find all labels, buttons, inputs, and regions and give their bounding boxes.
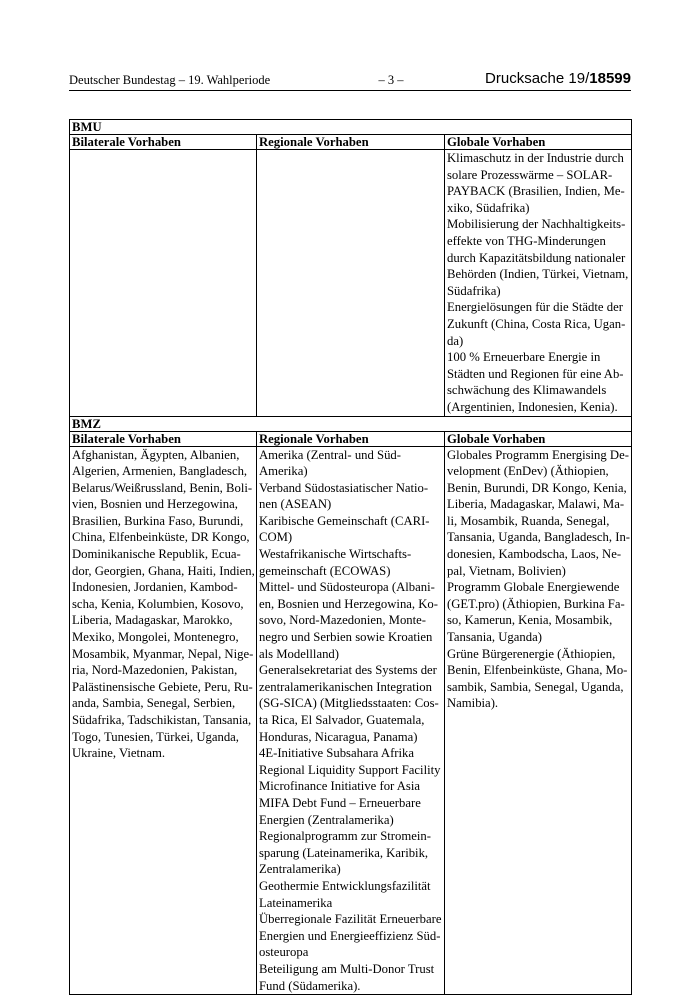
cell-text-line: (Argentinien, Indonesien, Kenia). xyxy=(447,399,618,414)
col-header-regional: Regionale Vorhaben xyxy=(257,135,445,150)
cell-text-line: Amerika (Zentral- und Süd- xyxy=(259,447,401,462)
document-label: Drucksache xyxy=(485,70,569,87)
cell-text-line: negro und Serbien sowie Kroatien xyxy=(259,630,433,645)
cell-text-line: scha, Kenia, Kolumbien, Kosovo, xyxy=(72,596,244,611)
cell-text-line: effekte von THG-Minderungen xyxy=(447,233,606,248)
cell-text-line: Mexiko, Mongolei, Montenegro, xyxy=(72,630,239,645)
cell-text-line: Globales Programm Energising De- xyxy=(447,447,629,462)
cell-text-line: 4E-Initiative Subsahara Afrika xyxy=(259,746,415,761)
bmz-global-cell xyxy=(445,446,632,995)
cell-text-line: Afghanistan, Ägypten, Albanien, xyxy=(72,447,240,462)
cell-text-line: Generalsekretariat des Systems der xyxy=(259,663,437,678)
cell-text-line: Energielösungen für die Städte der xyxy=(447,300,623,315)
header-row-bmz xyxy=(70,431,632,446)
document-number-b: 18599 xyxy=(589,70,631,87)
cell-text-line: en, Bosnien und Herzegowina, Ko- xyxy=(259,596,438,611)
cell-text-line: Verband Südostasiatischer Natio- xyxy=(259,480,429,495)
cell-text-line: Mittel- und Südosteuropa (Albani- xyxy=(259,580,435,595)
cell-text-line: Regionalprogramm zur Stromein- xyxy=(259,829,431,844)
cell-text-line: Behörden (Indien, Türkei, Vietnam, xyxy=(447,267,629,282)
table-row xyxy=(70,446,632,995)
cell-text-line: sparung (Lateinamerika, Karibik, xyxy=(259,845,429,860)
cell-text-line: Palästinensische Gebiete, Peru, Ru- xyxy=(72,679,253,694)
cell-text-line: vien, Bosnien und Herzegowina, xyxy=(72,497,238,512)
col-header-regional: Regionale Vorhaben xyxy=(257,431,445,446)
cell-text-line: pal, Vietnam, Bolivien) xyxy=(447,563,566,578)
document-number xyxy=(485,70,631,87)
cell-text-line: gemeinschaft (ECOWAS) xyxy=(259,563,391,578)
header-row-bmu xyxy=(70,135,632,150)
cell-text-line: Ukraine, Vietnam. xyxy=(72,746,166,761)
cell-text-line: sambik, Sambia, Senegal, Uganda, xyxy=(447,679,624,694)
cell-text-line: Regional Liquidity Support Facility xyxy=(259,762,441,777)
cell-text-line: Lateinamerika xyxy=(259,895,333,910)
cell-text-line: sovo, Nord-Mazedonien, Monte- xyxy=(259,613,427,628)
cell-text-line: Tansania, Uganda) xyxy=(447,630,542,645)
cell-text-line: Belarus/Weißrussland, Benin, Boli- xyxy=(72,480,253,495)
cell-text-line: nen (ASEAN) xyxy=(259,497,332,512)
cell-text-line: Energien und Energieeffizienz Süd- xyxy=(259,928,441,943)
cell-text-line: Liberia, Madagaskar, Malawi, Ma- xyxy=(447,497,625,512)
bmu-regional-cell xyxy=(257,150,445,417)
cell-text-line: Fund (Südamerika). xyxy=(259,978,361,993)
col-header-bilateral: Bilaterale Vorhaben xyxy=(70,431,257,446)
cell-text-line: Indonesien, Jordanien, Kambod- xyxy=(72,580,238,595)
section-row-bmz xyxy=(70,416,632,431)
cell-text-line: osteuropa xyxy=(259,945,309,960)
cell-text-line: Überregionale Fazilität Erneuerbare xyxy=(259,912,442,927)
cell-text-line: Südafrika, Tadschikistan, Tansania, xyxy=(72,713,252,727)
col-header-global: Globale Vorhaben xyxy=(445,135,632,150)
cell-text-line: Benin, Elfenbeinküste, Ghana, Mo- xyxy=(447,663,628,678)
cell-text-line: dor, Georgien, Ghana, Haiti, Indien, xyxy=(72,563,255,578)
cell-text-line: Geothermie Entwicklungsfazilität xyxy=(259,878,431,893)
cell-text-line: Liberia, Madagaskar, Marokko, xyxy=(72,613,233,628)
cell-text-line: xiko, Südafrika) xyxy=(447,200,530,215)
section-title-bmu: BMU xyxy=(70,120,632,135)
page-header xyxy=(69,70,631,90)
cell-text-line: Zukunft (China, Costa Rica, Ugan- xyxy=(447,316,626,331)
cell-text-line: Westafrikanische Wirtschafts- xyxy=(259,547,412,562)
cell-text-line: velopment (EnDev) (Äthiopien, xyxy=(447,464,609,479)
cell-text-line: da) xyxy=(447,333,464,348)
bmz-bilateral-cell xyxy=(70,446,257,995)
cell-text-line: durch Kapazitätsbildung nationaler xyxy=(447,250,626,265)
cell-text-line: Grüne Bürgerenergie (Äthiopien, xyxy=(447,646,616,661)
cell-text-line: Zentralamerika) xyxy=(259,862,341,877)
cell-text-line: Südafrika) xyxy=(447,283,501,298)
cell-text-line: Energien (Zentralamerika) xyxy=(259,812,394,827)
cell-text-line: Beteiligung am Multi-Donor Trust xyxy=(259,961,435,976)
header-parliament: Deutscher Bundestag – 19. Wahlperiode xyxy=(69,73,271,87)
cell-text-line: Honduras, Nicaragua, Panama) xyxy=(259,729,418,744)
cell-text-line: li, Mosambik, Ruanda, Senegal, xyxy=(447,513,610,528)
cell-text-line: Klimaschutz in der Industrie durch xyxy=(447,151,624,165)
cell-text-line: MIFA Debt Fund – Erneuerbare xyxy=(259,795,421,810)
section-row-bmu xyxy=(70,120,632,135)
cell-text-line: ria, Nord-Mazedonien, Pakistan, xyxy=(72,663,238,678)
cell-text-line: Benin, Burundi, DR Kongo, Kenia, xyxy=(447,480,627,495)
cell-text-line: 100 % Erneuerbare Energie in xyxy=(447,350,601,365)
bmz-regional-cell xyxy=(257,446,445,995)
cell-text-line: (SG-SICA) (Mitgliedsstaaten: Cos- xyxy=(259,696,439,711)
cell-text-line: Amerika) xyxy=(259,464,308,479)
cell-text-line: Tansania, Uganda, Bangladesch, In- xyxy=(447,530,631,545)
cell-text-line: als Modellland) xyxy=(259,646,339,661)
cell-text-line: Mosambik, Myanmar, Nepal, Nige- xyxy=(72,646,254,661)
cell-text-line: Mobilisierung der Nachhaltigkeits- xyxy=(447,217,626,232)
page-number: – 3 – xyxy=(378,73,404,87)
cell-text-line: so, Kamerun, Kenia, Mosambik, xyxy=(447,613,613,628)
col-header-global: Globale Vorhaben xyxy=(445,431,632,446)
cell-text-line: Dominikanische Republik, Ecua- xyxy=(72,547,241,562)
cell-text-line: Brasilien, Burkina Faso, Burundi, xyxy=(72,513,244,528)
cell-text-line: COM) xyxy=(259,530,293,545)
table-row xyxy=(70,150,632,417)
projects-table xyxy=(69,119,632,995)
cell-text-line: PAYBACK (Brasilien, Indien, Me- xyxy=(447,184,625,199)
cell-text-line: Microfinance Initiative for Asia xyxy=(259,779,421,794)
col-header-bilateral: Bilaterale Vorhaben xyxy=(70,135,257,150)
cell-text-line: China, Elfenbeinküste, DR Kongo, xyxy=(72,530,250,545)
cell-text-line: Programm Globale Energiewende xyxy=(447,580,620,595)
bmu-global-cell xyxy=(445,150,632,417)
section-title-bmz: BMZ xyxy=(70,416,632,431)
document-number-a: 19/ xyxy=(568,70,590,87)
cell-text-line: donesien, Kambodscha, Laos, Ne- xyxy=(447,547,622,562)
cell-text-line: solare Prozesswärme – SOLAR- xyxy=(447,167,613,182)
cell-text-line: Namibia). xyxy=(447,696,499,711)
cell-text-line: (GET.pro) (Äthiopien, Burkina Fa- xyxy=(447,596,625,611)
cell-text-line: Algerien, Armenien, Bangladesch, xyxy=(72,464,248,479)
cell-text-line: Togo, Tunesien, Türkei, Uganda, xyxy=(72,729,239,744)
header-rule xyxy=(69,90,631,91)
cell-text-line: Karibische Gemeinschaft (CARI- xyxy=(259,513,430,528)
bmu-bilateral-cell xyxy=(70,150,257,417)
cell-text-line: schwächung des Klimawandels xyxy=(447,383,607,398)
cell-text-line: zentralamerikanischen Integration xyxy=(259,679,432,694)
cell-text-line: Städten und Regionen für eine Ab- xyxy=(447,366,624,381)
cell-text-line: ta Rica, El Salvador, Guatemala, xyxy=(259,713,425,727)
cell-text-line: anda, Sambia, Senegal, Serbien, xyxy=(72,696,236,711)
